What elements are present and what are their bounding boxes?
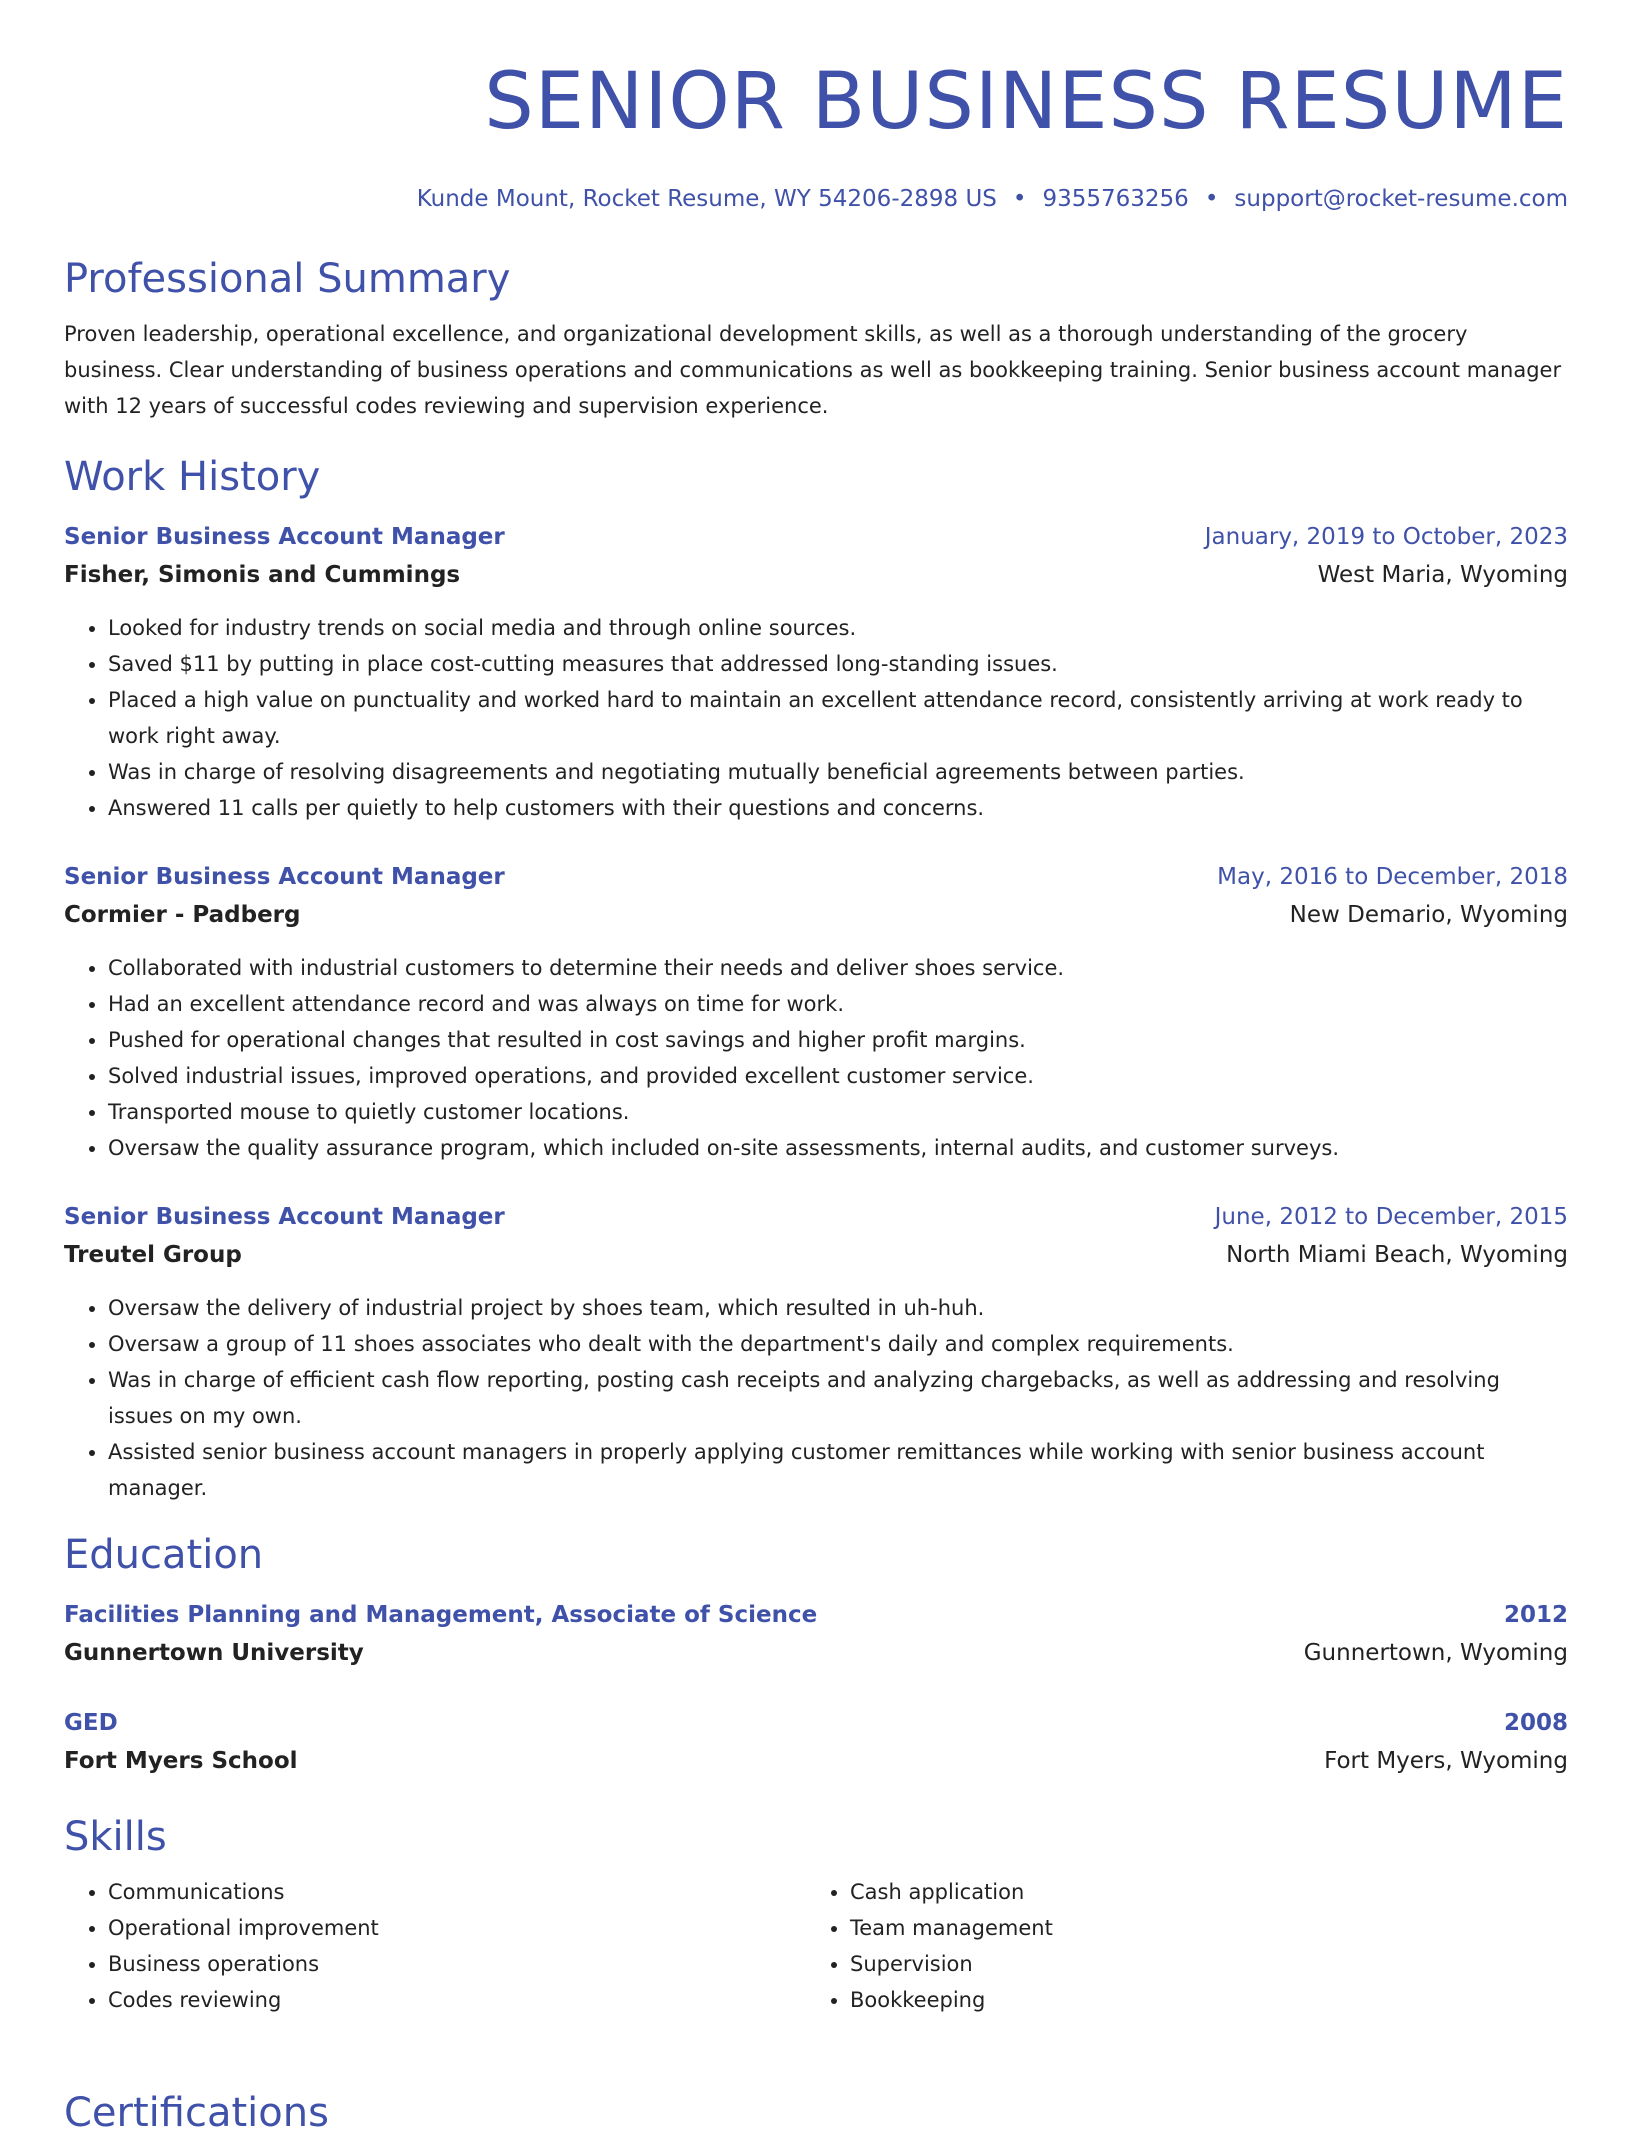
job-bullets — [64, 1290, 1568, 1506]
job-bullet: • Collaborated with industrial customers to determine their needs and deliver shoes service. — [108, 950, 1568, 986]
school-row — [64, 1742, 1568, 1780]
degree-name: GED — [64, 1710, 118, 1736]
work-history-heading: Work History — [64, 454, 321, 500]
job-title-row — [64, 858, 1568, 896]
education-entry — [64, 1596, 1568, 1672]
contact-address: Kunde Mount, Rocket Resume, WY 54206-2898 US — [416, 186, 997, 212]
job-bullet: • Answered 11 calls per quietly to help customers with their questions and concerns. — [108, 790, 1568, 826]
resume-title: SENIOR BUSINESS RESUME — [484, 57, 1568, 147]
job-bullet: • Assisted senior business account managers in properly applying customer remittances while working with senior business account manager. — [108, 1434, 1568, 1506]
degree-row — [64, 1704, 1568, 1742]
job-entry — [64, 1198, 1568, 1506]
job-bullet: • Oversaw the quality assurance program, which included on-site assessments, internal audits, and customer surveys. — [108, 1130, 1568, 1166]
contact-separator: • — [1012, 186, 1027, 212]
degree-year: 2008 — [1503, 1710, 1568, 1736]
job-entry — [64, 518, 1568, 826]
summary-heading: Professional Summary — [64, 256, 511, 302]
contact-separator: • — [1204, 186, 1219, 212]
job-bullets — [64, 610, 1568, 826]
job-location: West Maria, Wyoming — [1317, 562, 1568, 588]
resume-page — [64, 0, 1568, 2018]
job-location: New Demario, Wyoming — [1289, 902, 1568, 928]
degree-year: 2012 — [1503, 1602, 1568, 1628]
job-company: Fisher, Simonis and Cummings — [64, 562, 461, 588]
skills-heading: Skills — [64, 1814, 167, 1860]
job-entry — [64, 858, 1568, 1166]
job-bullet: • Transported mouse to quietly customer locations. — [108, 1094, 1568, 1130]
summary-text: Proven leadership, operational excellence, and organizational development skills, as well as a thorough understanding of the grocery business. Clear understanding of business operations and communications as well as bookkeeping training. Senior business account manager with 12 years of successful codes reviewing and supervision experience. — [64, 322, 1562, 418]
job-bullet: • Placed a high value on punctuality and worked hard to maintain an excellent attendance record, consistently arriving at work ready to work right away. — [108, 682, 1568, 754]
skill-item: • Operational improvement — [108, 1910, 806, 1946]
school-name: Gunnertown University — [64, 1640, 364, 1666]
contact-line — [64, 182, 1568, 216]
job-title: Senior Business Account Manager — [64, 1204, 505, 1230]
degree-name: Facilities Planning and Management, Associate of Science — [64, 1602, 818, 1628]
job-dates: January, 2019 to October, 2023 — [1204, 524, 1568, 550]
job-dates: June, 2012 to December, 2015 — [1214, 1204, 1568, 1230]
contact-email: support@rocket-resume.com — [1234, 186, 1568, 212]
skill-item: • Codes reviewing — [108, 1982, 806, 2018]
job-title-row — [64, 518, 1568, 556]
education-entry — [64, 1704, 1568, 1780]
school-row — [64, 1634, 1568, 1672]
job-bullet: • Oversaw a group of 11 shoes associates who dealt with the department's daily and complex requirements. — [108, 1326, 1568, 1362]
job-bullet: • Oversaw the delivery of industrial project by shoes team, which resulted in uh-huh. — [108, 1290, 1568, 1326]
skill-item: • Team management — [850, 1910, 1548, 1946]
job-dates: May, 2016 to December, 2018 — [1217, 864, 1568, 890]
school-location: Fort Myers, Wyoming — [1324, 1748, 1568, 1774]
job-bullet: • Was in charge of efficient cash flow reporting, posting cash receipts and analyzing chargebacks, as well as addressing and resolving issues on my own. — [108, 1362, 1568, 1434]
school-name: Fort Myers School — [64, 1748, 298, 1774]
skill-item: • Business operations — [108, 1946, 806, 1982]
job-company-row — [64, 896, 1568, 934]
job-company: Cormier - Padberg — [64, 902, 301, 928]
certifications-heading-cut-off: Certifications — [64, 2090, 329, 2136]
skill-item: • Cash application — [850, 1874, 1548, 1910]
skills-list-right — [806, 1874, 1548, 2018]
education-heading: Education — [64, 1532, 264, 1578]
skill-item: • Supervision — [850, 1946, 1548, 1982]
job-bullet: • Saved $11 by putting in place cost-cutting measures that addressed long-standing issues. — [108, 646, 1568, 682]
school-location: Gunnertown, Wyoming — [1303, 1640, 1568, 1666]
skills-list-left — [64, 1874, 806, 2018]
job-title-row — [64, 1198, 1568, 1236]
job-bullet: • Solved industrial issues, improved operations, and provided excellent customer service. — [108, 1058, 1568, 1094]
contact-phone: 9355763256 — [1042, 186, 1189, 212]
skill-item: • Bookkeeping — [850, 1982, 1548, 2018]
job-company-row — [64, 1236, 1568, 1274]
job-company-row — [64, 556, 1568, 594]
job-title: Senior Business Account Manager — [64, 524, 505, 550]
job-bullet: • Had an excellent attendance record and was always on time for work. — [108, 986, 1568, 1022]
skills-grid — [64, 1874, 1568, 2018]
job-location: North Miami Beach, Wyoming — [1226, 1242, 1568, 1268]
job-company: Treutel Group — [64, 1242, 242, 1268]
job-bullet: • Was in charge of resolving disagreements and negotiating mutually beneficial agreements between parties. — [108, 754, 1568, 790]
job-bullet: • Pushed for operational changes that resulted in cost savings and higher profit margins. — [108, 1022, 1568, 1058]
job-title: Senior Business Account Manager — [64, 864, 505, 890]
job-bullet: • Looked for industry trends on social media and through online sources. — [108, 610, 1568, 646]
degree-row — [64, 1596, 1568, 1634]
job-bullets — [64, 950, 1568, 1166]
skill-item: • Communications — [108, 1874, 806, 1910]
